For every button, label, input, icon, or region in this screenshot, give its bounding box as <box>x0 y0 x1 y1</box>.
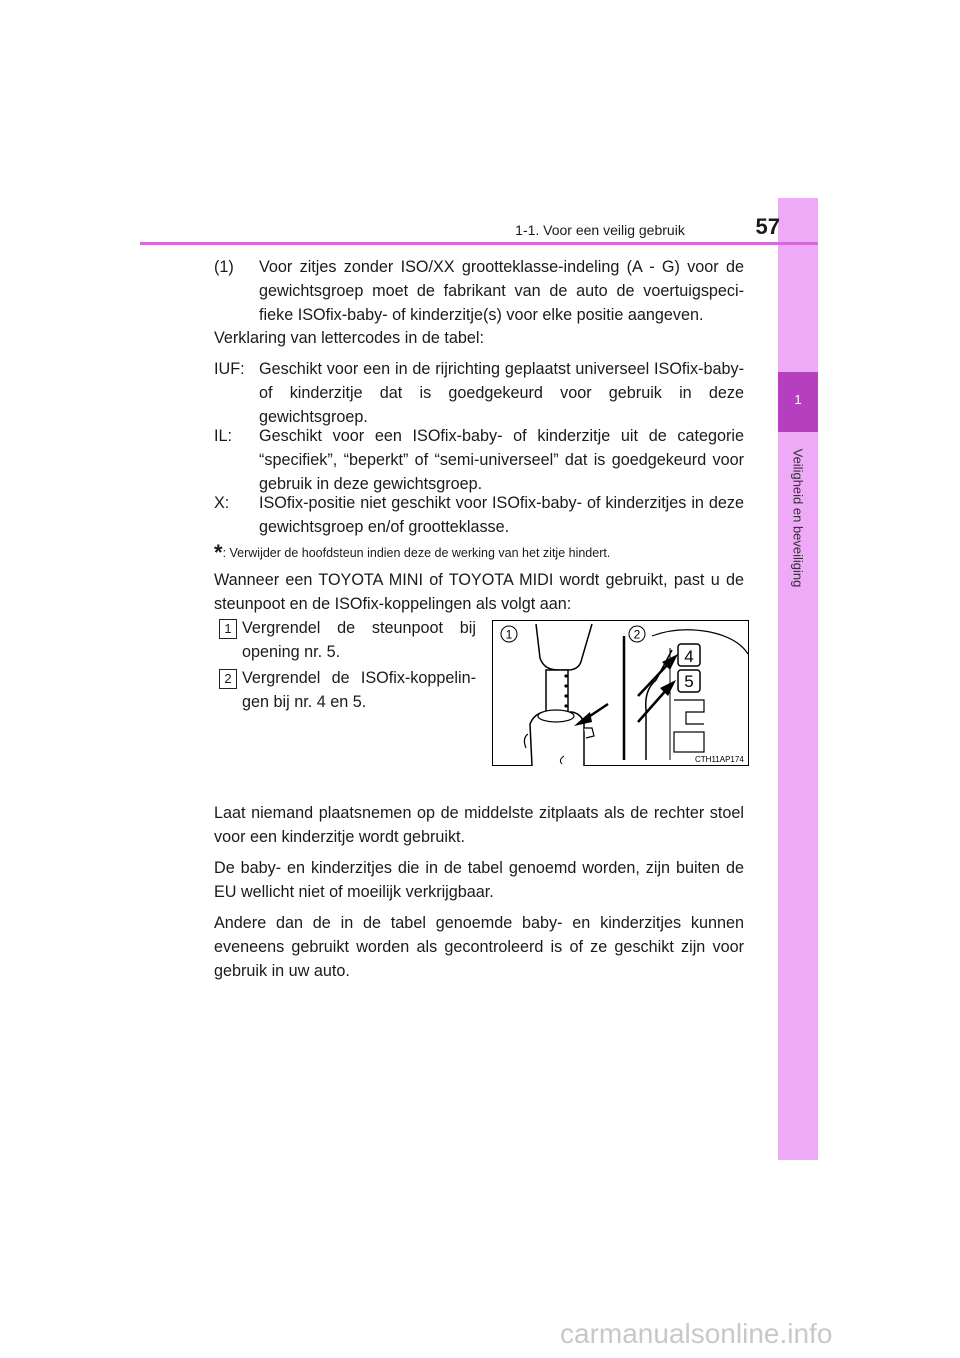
code-iuf-text: Geschikt voor een in de rijrichting geplaatst universeel ISOfix-baby- of kinderzitje dat is goedgekeurd voor gebruik in deze gewichtsgroep. <box>259 360 744 426</box>
legend-intro: Verklaring van lettercodes in de tabel: <box>214 329 484 347</box>
paragraph-2: De baby- en kinderzitjes die in de tabel genoemd worden, zijn buiten de EU wellicht niet of moeilijk verkrijgbaar. <box>214 859 744 901</box>
step-2-text: Vergrendel de ISOfix-koppelin-gen bij nr. 4 en 5. <box>242 669 476 711</box>
paragraph-1: Laat niemand plaatsnemen op de middelste zitplaats als de rechter stoel voor een kinderzitje wordt gebruikt. <box>214 804 744 846</box>
code-x-label: X: <box>214 494 230 512</box>
step-2-number: 2 <box>219 669 237 689</box>
code-iuf-label: IUF: <box>214 360 245 378</box>
figure-label-1: 1 <box>505 627 513 642</box>
footnote-star: * <box>214 540 223 565</box>
code-x-text: ISOfix-positie niet geschikt voor ISOfix-baby- of kinderzitjes in deze gewichtsgroep en/of grootteklasse. <box>259 494 744 536</box>
figure-id: CTH11AP174 <box>695 755 744 764</box>
footnote <box>214 540 610 566</box>
step-1-number: 1 <box>219 619 237 639</box>
figure-digit-5: 5 <box>684 672 694 691</box>
chapter-title-text: Veiligheid en beveiliging <box>790 448 806 588</box>
paragraph-3: Andere dan de in de tabel genoemde baby- en kinderzitjes kunnen eveneens gebruikt worden als gecontroleerd is of ze geschikt zijn voor gebruik in uw auto. <box>214 914 744 980</box>
section-title: 1-1. Voor een veilig gebruik <box>515 222 685 238</box>
figure-label-2: 2 <box>633 627 641 642</box>
chapter-number: 1 <box>794 392 802 407</box>
watermark: carmanualsonline.info <box>560 1318 833 1349</box>
figure-digit-4: 4 <box>684 647 694 666</box>
toyota-intro: Wanneer een TOYOTA MINI of TOYOTA MIDI wordt gebruikt, past u de steunpoot en de ISOfix-koppelingen als volgt aan: <box>214 571 744 613</box>
step-1-text: Vergrendel de steunpoot bij opening nr. 5. <box>242 619 476 661</box>
footnote-text: : Verwijder de hoofdsteun indien deze de werking van het zitje hindert. <box>222 546 611 560</box>
header-rule <box>140 242 818 245</box>
code-il-label: IL: <box>214 427 232 445</box>
item-1-label: (1) <box>214 258 234 276</box>
page-number: 57 <box>755 214 780 239</box>
code-il-text: Geschikt voor een ISOfix-baby- of kinderzitje uit de categorie “specifiek”, “beperkt” of “semi-universeel” dat is goedgekeurd voor gebruik in deze gewichtsgroep. <box>259 427 744 493</box>
illustration-svg <box>492 620 749 766</box>
chapter-side-tab[interactable] <box>778 198 818 1160</box>
isofix-illustration <box>492 620 749 766</box>
item-1-text: Voor zitjes zonder ISO/XX grootteklasse-indeling (A - G) voor de gewichtsgroep moet de fabrikant van de auto de voertuigspeci-fieke ISOfix-baby- of kinderzitje(s) voor elke positie aangeven. <box>259 258 744 324</box>
